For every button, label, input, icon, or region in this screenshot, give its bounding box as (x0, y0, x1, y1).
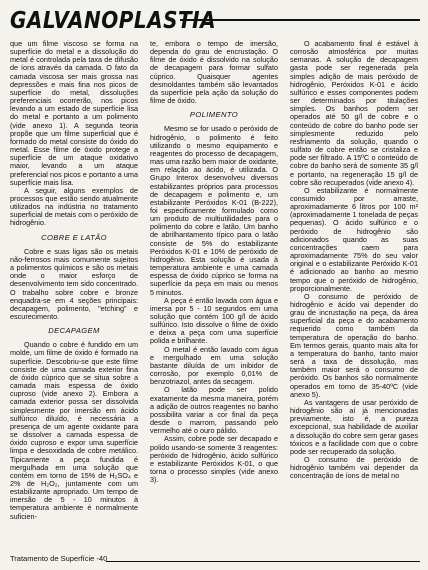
paragraph: que um filme viscoso se forma na superfície do metal e a dissolução do metal é controlada pela taxa de difusão de íons através da camada. O fato da camada viscosa ser mais grossa nas depressões e mais fina nos picos de superfície do metal, dissoluções preferenciais ocorrerão, nos picos levando a um estado de superfície lisa do metal e portanto a um polimento (vide anexo 1). A segunda teoria propõe que um filme superficial que é formado do metal consiste do óxido do metal. Esse filme de óxido protege a superfície de um ataque oxidativo maior, levando a um ataque preferencial nos picos e portanto a uma superfície mais lisa. (10, 39, 138, 187)
paragraph: O consumo de peróxido de hidrogênio também vai depender da concentração de íons de metal no (290, 454, 418, 481)
paragraph: O consumo de peróxido de hidrogênio e ácido vai depender do grau de incrustação na peça, da área superficial da peça e do acabamento requerido como também da temperatura de operação do banho. Em termos gerais, quanto mais alta for a temperatura do banho, tanto maior será a taxa de dissolução, mas também maior será o consumo de peróxido. Os banhos são normalmente operados em torno de 35-40ºC (vide anexo 5). (290, 291, 418, 399)
subheading-polimento: POLIMENTO (189, 110, 239, 120)
section-title: GALVANOPLASTIA (10, 6, 217, 34)
paragraph: Quando o cobre é fundido em um molde, um filme de óxido é formado na superfície. Descobriu-se que este filme consiste de uma camada exterior fina de óxido cúprico que se situa sobre a camada mais espessa de óxido cuproso (vide anexo 2). Embora a camada exterior possa ser dissolvida simplesmente por imersão em ácido sulfúrico diluído, é necessária a presença de um agente oxidante para se dissolver a camada espessa de óxido cuproso e expor uma superfície limpa e desoxidada de cobre metálico. Tipicamente a peça fundida é mergulhada em uma solução que contém em torno de 15% de H₂SO₄ e 2% de H₂O₂, juntamente com um estabilizante apropriado. Um tempo de imersão de 5 - 10 minutos à temperatura ambiente é normalmente suficien- (10, 340, 138, 521)
text-column-2 (150, 40, 278, 484)
page-header (10, 6, 420, 32)
paragraph: A peça é então lavada com água e imersa por 5 - 10 segundos em uma solução que contém 100 g/l de ácido sulfúrico. Isto dissolve o filme de óxido e deixa a peça com uma superfície polida e brilhante. (150, 295, 278, 346)
paragraph: Mesmo se for usado o peróxido de hidrogênio, o polimento é feito utilizando o mesmo equipamento e reagentes do processo de decapagem, mas uma razão bem maior de oxidante, em relação ao ácido, é utilizada. O Grupo Interox desenvolveu diversos estabilizantes próprios para processos de decapagem e polimento e, um estabilizante Peróxidos K-01 (B-222), foi especificamente formulado como um produto de multiutilidades para o polimento do cobre e latão. Um banho de abrilhantamento típico para o latão consiste de 5% do estabilizante Peróxidos K-01 e 10% de peróxido de hidrogênio. Esta solução é usada à temperatura ambiente e uma camada espessa de óxido cúprico se forma na superfície da peça em mais ou menos 5 minutos. (150, 124, 278, 297)
header-rule (180, 19, 420, 21)
paragraph: O latão pode ser polido exatamente da mesma maneira, porém a adição de outros reagentes no banho possibilita variar a cor final da peça desde o marrom, passando pelo vermelho até o ouro pálido. (150, 385, 278, 436)
paragraph: A seguir, alguns exemplos de processos que estão sendo atualmente utilizados na indústria no tratamento superficial de metais com o peróxido de hidrogênio. (10, 185, 138, 228)
subheading-cobre-latao: COBRE E LATÃO (41, 232, 107, 242)
page-footer (10, 554, 420, 564)
paragraph: Cobre e suas ligas são os metais não-ferrosos mais comumente sujeitos a polimentos químicos e são os metais onde o maior esforço de desenvolvimento tem sido concentrado. O trabalho sobre cobre e bronze enquadra-se em 4 seções principais: decapagem, polimento, "etching" e escurecimento. (10, 246, 138, 321)
paragraph: Assim, cobre pode ser decapado e polido usando-se somente 3 reagentes: peróxido de hidrogênio, ácido sulfúrico e estabilizante Peróxidos K-01, o que torna o processo simples (vide anexo 3). (150, 434, 278, 485)
paragraph: As vantagens de usar peróxido de hidrogênio são aí já mencionadas previamente, isto é, a pureza excepcional, sua habilidade de auxiliar a dissolução do cobre sem gerar gases tóxicos e a facilidade com que o cobre pode ser recuperado da solução. (290, 397, 418, 456)
footer-page-label: Tratamento de Superfície -40 (10, 554, 108, 563)
paragraph: O acabamento final é estável à corrosão atmosférica por muitas semanas. A solução de decapagem gasta pode ser regenerada pela simples adição de mais peróxido de hidrogênio, Peróxidos K-01 e ácido sulfúrico e esses componentes podem ser determinados por titulações simples. Os banhos podem ser operados até 50 g/l de cobre e o conteúdo de cobre do banho pode ser simplesmente reduzido pelo resfriamento da solução, quando o sulfato de cobre então se cristaliza e pode ser filtrado. A 15ºC o conteúdo de cobre do banho será de somente 35 g/l e portanto, na regeneração 15 g/l de cobre são recuperados (vide anexo 4). (290, 39, 418, 187)
subheading-decapagem: DECAPAGEM (48, 326, 100, 336)
paragraph: O estabilizante é normalmente consumido por arraste, aproximadamente 6 litros por 100 m² (aproximadamente 1 tonelada de peças pequenas). O ácido sulfúrico e o peróxido de hidrogênio são adicionados quando as suas concentrações caem para aproximadamente 75% do seu valor original e o estabilizante Peróxido K-01 é adicionado ao banho ao mesmo tempo que o peróxido de hidrogênio, proporcionalmente. (290, 185, 418, 293)
text-column-3 (290, 40, 418, 480)
text-column-1 (10, 40, 138, 521)
footer-rule (106, 561, 420, 562)
paragraph: O metal é então lavado com água e mergulhado em uma solução bastante diluída de um inibidor de corrosão, por exemplo 0,01% de benzotriazol, antes da secagem. (150, 344, 278, 387)
paragraph: te, embora o tempo de imersão, dependa do grau de encrustação. O filme de óxido é dissolvido na solução de decapagem para formar sulfato cúprico. Quaisquer agentes desmoldantes também são levantados da superfície pela ação da solução do filme de óxido. (150, 39, 278, 106)
